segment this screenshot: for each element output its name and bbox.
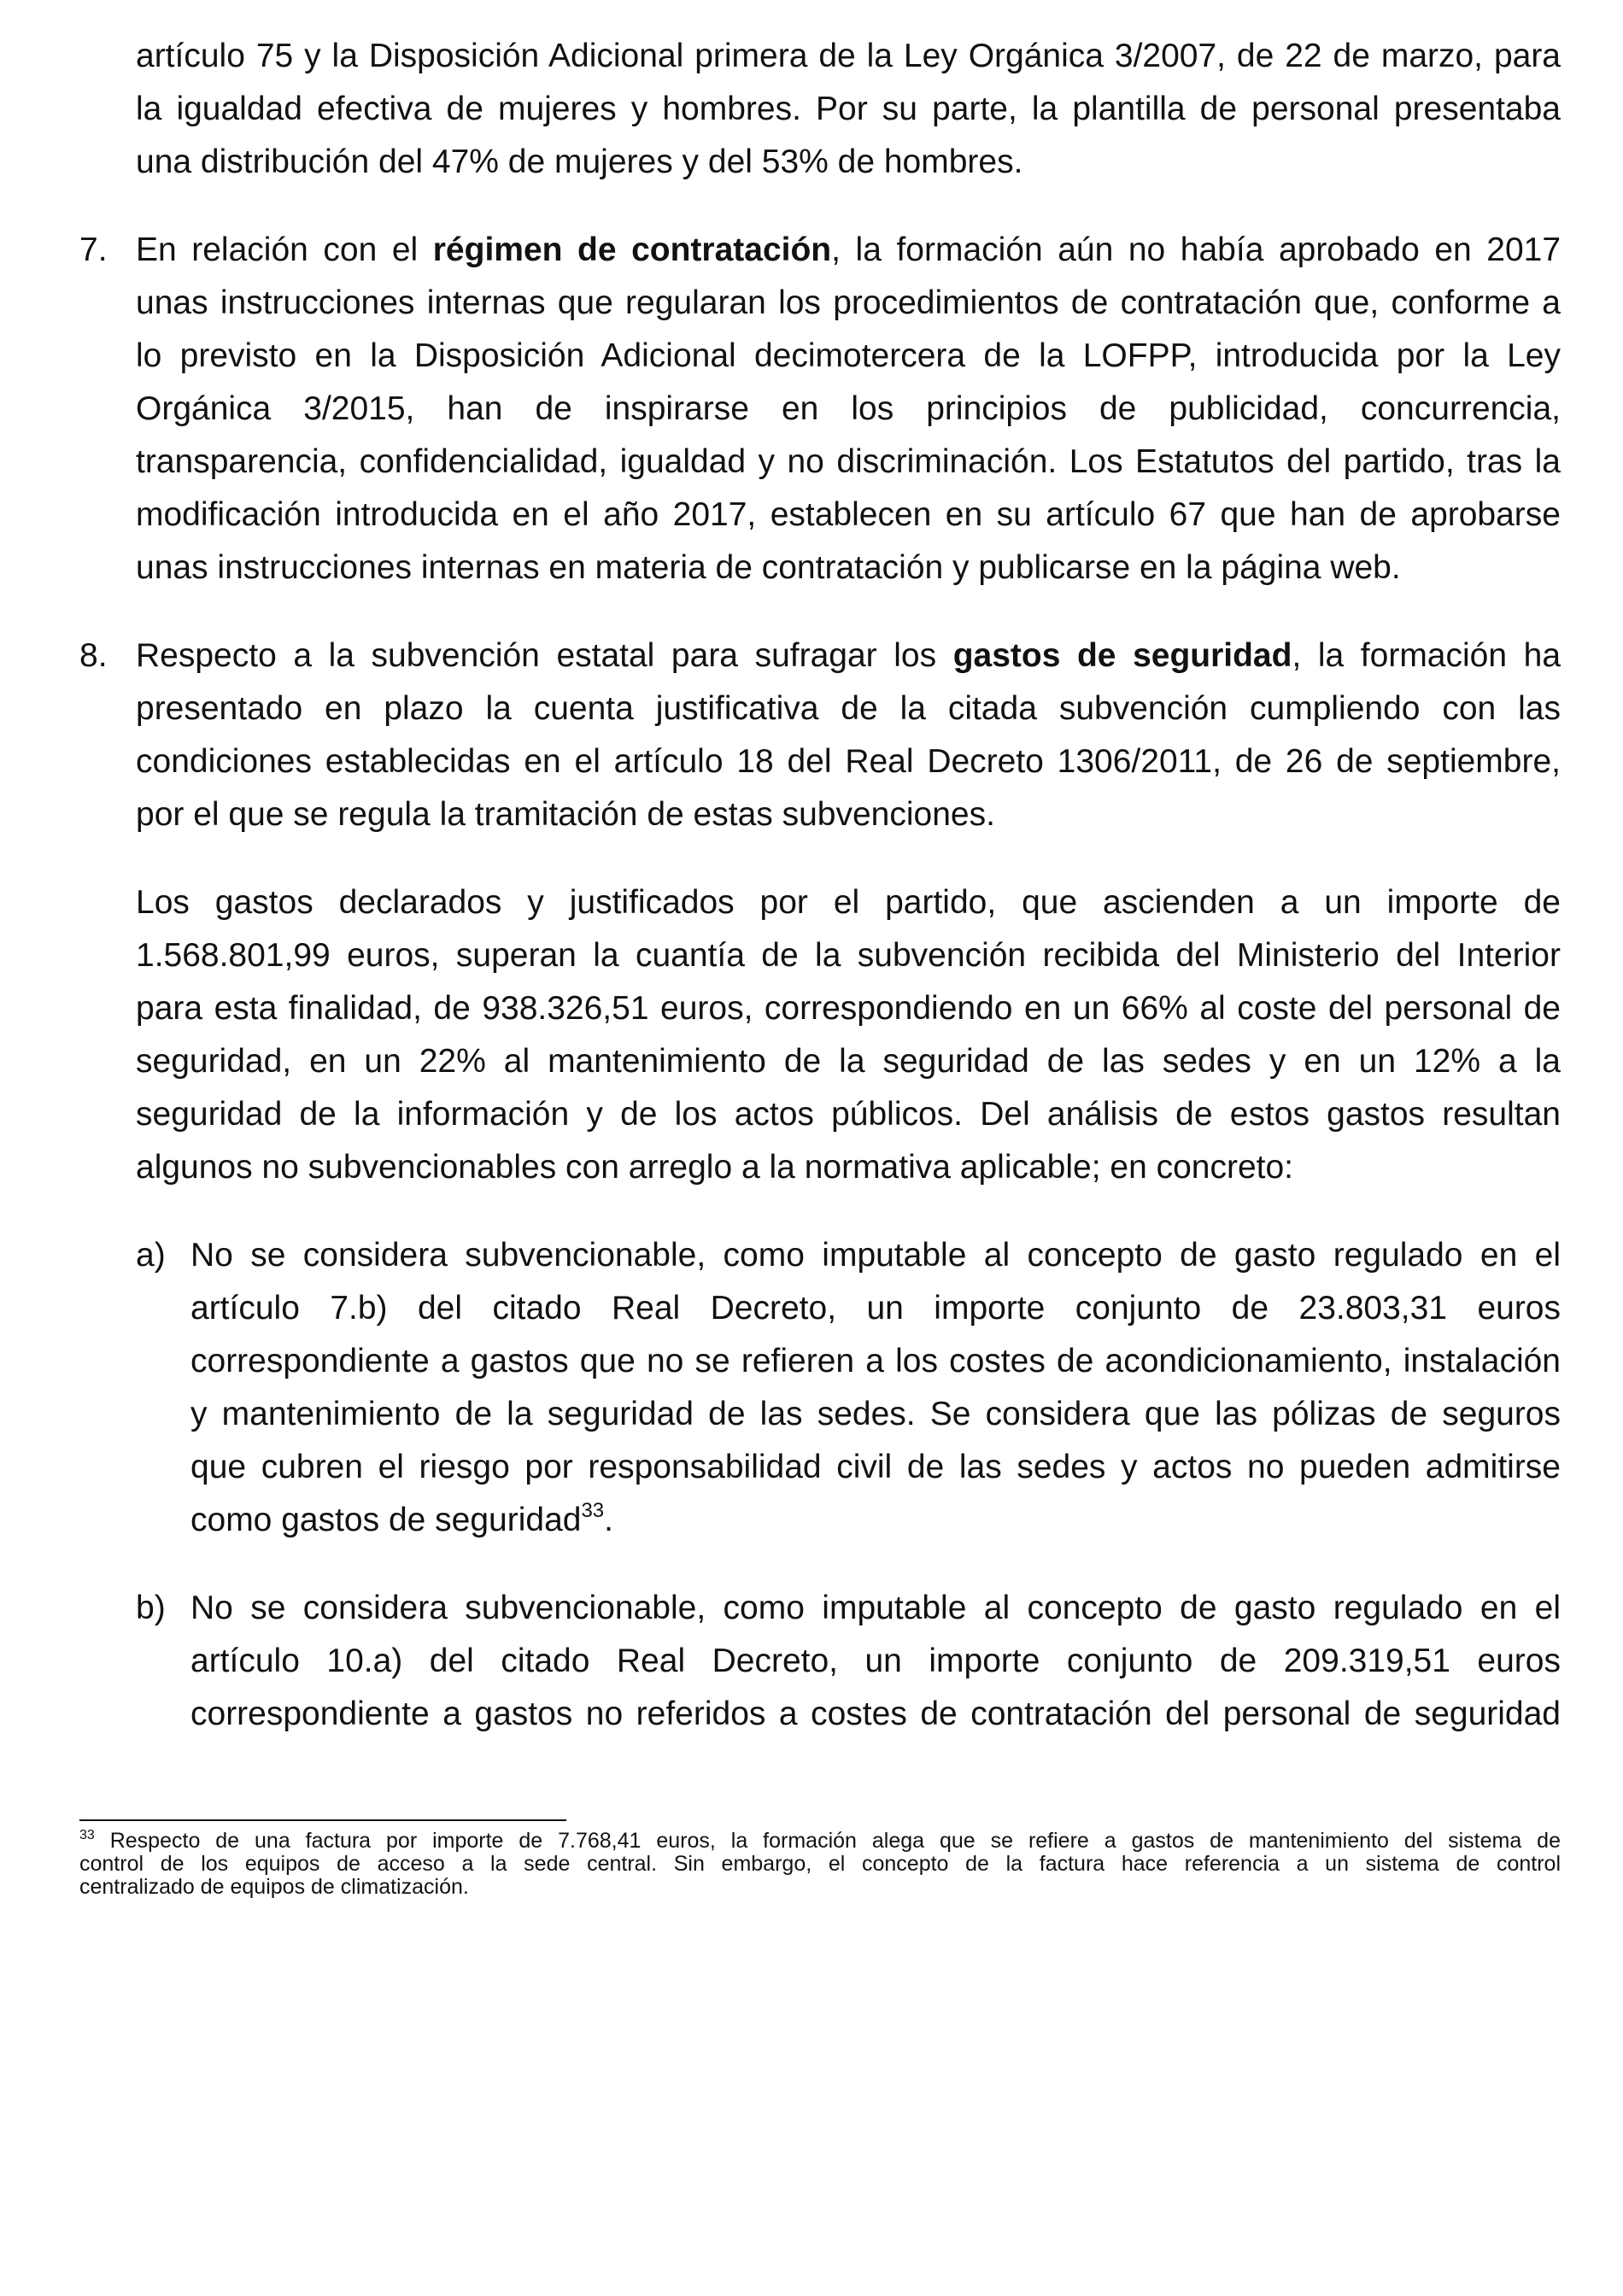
item-label: a) [136,1237,166,1274]
text-line: transparencia, confidencialidad, igualdad y no discriminación. Los Estatutos del partido, tras la [136,443,1561,480]
text-line: correspondiente a gastos que no se refieren a los costes de acondicionamiento, instalación [190,1343,1561,1379]
footnote-marker: 33 [79,1828,95,1842]
text-line: artículo 7.b) del citado Real Decreto, un importe conjunto de 23.803,31 euros [190,1290,1561,1327]
text-line: unas instrucciones internas en materia de contratación y publicarse en la página web. [136,549,1401,586]
text-line: artículo 75 y la Disposición Adicional primera de la Ley Orgánica 3/2007, de 22 de marzo, para [136,38,1561,74]
text-line: No se considera subvencionable, como imputable al concepto de gasto regulado en el [190,1590,1561,1626]
text-line: seguridad de la información y de los actos públicos. Del análisis de estos gastos resultan [136,1096,1561,1133]
text-line: Respecto a la subvención estatal para sufragar los gastos de seguridad, la formación ha [136,637,1561,674]
text-line: artículo 10.a) del citado Real Decreto, un importe conjunto de 209.319,51 euros [190,1643,1561,1679]
footnote-line: centralizado de equipos de climatización. [79,1875,469,1899]
text-line: 1.568.801,99 euros, superan la cuantía de la subvención recibida del Ministerio del Interior [136,937,1561,974]
footnote-reference[interactable]: 33 [581,1499,605,1522]
text-line: una distribución del 47% de mujeres y del 53% de hombres. [136,144,1023,180]
text-line: En relación con el régimen de contratación, la formación aún no había aprobado en 2017 [136,231,1561,268]
text-line: correspondiente a gastos no referidos a costes de contratación del personal de seguridad [190,1696,1561,1732]
text-line: seguridad, en un 22% al mantenimiento de la seguridad de las sedes y en un 12% a la [136,1043,1561,1080]
text-line: como gastos de seguridad$^{33}$. [190,1499,613,1538]
text-line: modificación introducida en el año 2017, establecen en su artículo 67 que han de aprobarse [136,496,1561,533]
text-line: lo previsto en la Disposición Adicional decimotercera de la LOFPP, introducida por la Ley [136,337,1561,374]
text-line: Los gastos declarados y justificados por el partido, que ascienden a un importe de [136,884,1561,921]
text-line: y mantenimiento de la seguridad de las sedes. Se considera que las pólizas de seguros [190,1396,1561,1432]
bold-term: régimen de contratación [432,231,832,268]
footnote-separator [79,1819,566,1821]
footnote-line: $^{33}$ Respecto de una factura por importe de 7.768,41 euros, la formación alega que se refiere a gastos de mantenimiento del sistema de [79,1828,1561,1853]
text-line: que cubren el riesgo por responsabilidad civil de las sedes y actos no pueden admitirse [190,1449,1561,1485]
item-label: b) [136,1590,166,1626]
text-line: unas instrucciones internas que regularan los procedimientos de contratación que, conforme a [136,284,1561,321]
bold-term: gastos de seguridad [952,637,1292,674]
text-line: la igualdad efectiva de mujeres y hombres. Por su parte, la plantilla de personal presentaba [136,91,1561,127]
text-line: por el que se regula la tramitación de estas subvenciones. [136,796,995,833]
text-line: presentado en plazo la cuenta justificativa de la citada subvención cumpliendo con las [136,690,1561,727]
footnote-line: control de los equipos de acceso a la sede central. Sin embargo, el concepto de la factura hace referencia a un sistema de control [79,1852,1561,1876]
item-number: 7. [79,231,108,268]
text-line: para esta finalidad, de 938.326,51 euros, correspondiendo en un 66% al coste del personal de [136,990,1561,1027]
item-number: 8. [79,637,108,674]
text-line: Orgánica 3/2015, han de inspirarse en los principios de publicidad, concurrencia, [136,390,1561,427]
text-line: algunos no subvencionables con arreglo a la normativa aplicable; en concreto: [136,1149,1294,1186]
text-line: condiciones establecidas en el artículo 18 del Real Decreto 1306/2011, de 26 de septiembre, [136,743,1561,780]
text-line: No se considera subvencionable, como imputable al concepto de gasto regulado en el [190,1237,1561,1274]
